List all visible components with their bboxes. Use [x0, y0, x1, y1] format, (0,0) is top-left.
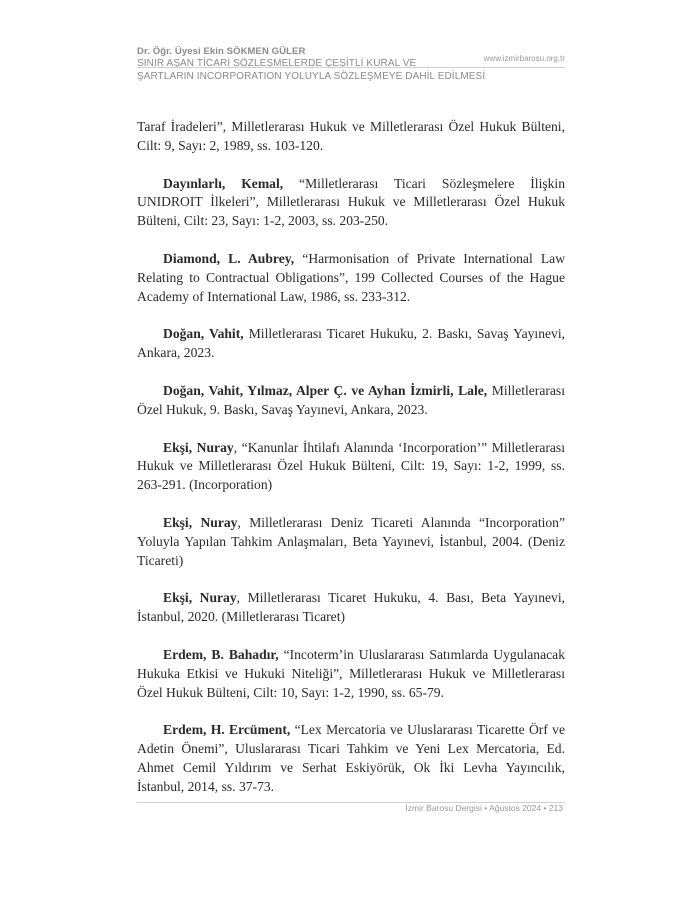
header-website: www.izmirbarosu.org.tr: [483, 54, 565, 63]
header-divider: [137, 67, 565, 68]
reference-author: Doğan, Vahit, Yılmaz, Alper Ç. ve Ayhan İzmirli, Lale,: [163, 382, 488, 398]
reference-author: Doğan, Vahit,: [163, 326, 244, 342]
reference-text: , Milletlerarası Ticaret Hukuku, 4. Bası, Beta Yayınevi, İstanbul, 2020. (Milletlerarası Ticaret): [137, 590, 565, 625]
reference-text: Milletlerarası Özel Hukuk, 9. Baskı, Savaş Yayınevi, Ankara, 2023.: [137, 382, 565, 417]
reference-entry: [137, 175, 565, 231]
reference-author: Erdem, B. Bahadır,: [163, 646, 279, 662]
reference-text: “Lex Mercatoria ve Uluslararası Ticarette Örf ve Adetin Önemi”, Uluslararası Ticari Tahkim ve Yeni Lex Mercatoria, Ed. Ahmet Cemil Yıldırım ve Serhat Eskiyörük, Ok İki Levha Yayıncılık, İstanbul, 2014, ss. 37-73.: [137, 722, 565, 794]
header-title-line-1: SINIR AŞAN TİCARİ SÖZLEŞMELERDE ÇEŞİTLİ KURAL VE: [137, 58, 417, 69]
reference-author: Dayınlarlı, Kemal,: [163, 175, 284, 191]
reference-author: Erdem, H. Ercüment,: [163, 722, 291, 738]
reference-text: Taraf İradeleri”, Milletlerarası Hukuk ve Milletlerarası Özel Hukuk Bülteni, Cilt: 9, Sayı: 2, 1989, ss. 103-120.: [137, 119, 565, 153]
reference-entry: [137, 325, 565, 363]
reference-entry: [137, 589, 565, 627]
reference-author: Ekşi, Nuray: [163, 439, 234, 455]
header-title-line-2: ŞARTLARIN INCORPORATION YOLUYLA SÖZLEŞMEYE DAHİL EDİLMESİ: [137, 71, 486, 82]
reference-author: Diamond, L. Aubrey,: [163, 250, 295, 266]
bibliography: [137, 118, 565, 816]
reference-entry: [137, 250, 565, 306]
reference-text: Milletlerarası Ticaret Hukuku, 2. Baskı, Savaş Yayınevi, Ankara, 2023.: [137, 326, 566, 361]
header-author: Dr. Öğr. Üyesi Ekin SÖKMEN GÜLER: [137, 46, 306, 57]
reference-entry: [137, 514, 565, 570]
reference-author: Ekşi, Nuray: [163, 590, 237, 606]
footer-journal-info: İzmir Barosu Dergisi • Ağustos 2024 • 213: [405, 803, 563, 813]
reference-text: , Milletlerarası Deniz Ticareti Alanında “Incorporation” Yoluyla Yapılan Tahkim Anlaşmaları, Beta Yayınevi, İstanbul, 2004. (Deniz Ticareti): [137, 514, 565, 568]
reference-entry: [137, 439, 565, 495]
reference-entry: [137, 382, 565, 420]
reference-entry: [137, 721, 565, 796]
reference-author: Ekşi, Nuray: [163, 514, 238, 530]
reference-entry: [137, 118, 565, 156]
reference-text: “Harmonisation of Private International Law Relating to Contractual Obligations”, 199 Collected Courses of the Hague Academy of International Law, 1986, ss. 233-312.: [137, 250, 566, 304]
reference-text: “Incoterm’in Uluslararası Satımlarda Uygulanacak Hukuka Etkisi ve Hukuki Niteliği”, Milletlerarası Hukuk ve Milletlerarası Özel Hukuk Bülteni, Cilt: 10, Sayı: 1-2, 1990, ss. 65-79.: [137, 646, 565, 700]
reference-text: , “Kanunlar İhtilafı Alanında ‘Incorporation’” Milletlerarası Hukuk ve Milletlerarası Özel Hukuk Bülteni, Cilt: 19, Sayı: 1-2, 1999, ss. 263-291. (Incorporation): [137, 439, 565, 493]
running-header: [137, 46, 565, 83]
reference-text: “Milletlerarası Ticari Sözleşmelere İlişkin UNIDROIT İlkeleri”, Milletlerarası Hukuk ve Milletlerarası Özel Hukuk Bülteni, Cilt: 23, Sayı: 1-2, 2003, ss. 203-250.: [137, 175, 566, 229]
reference-entry: [137, 646, 565, 702]
